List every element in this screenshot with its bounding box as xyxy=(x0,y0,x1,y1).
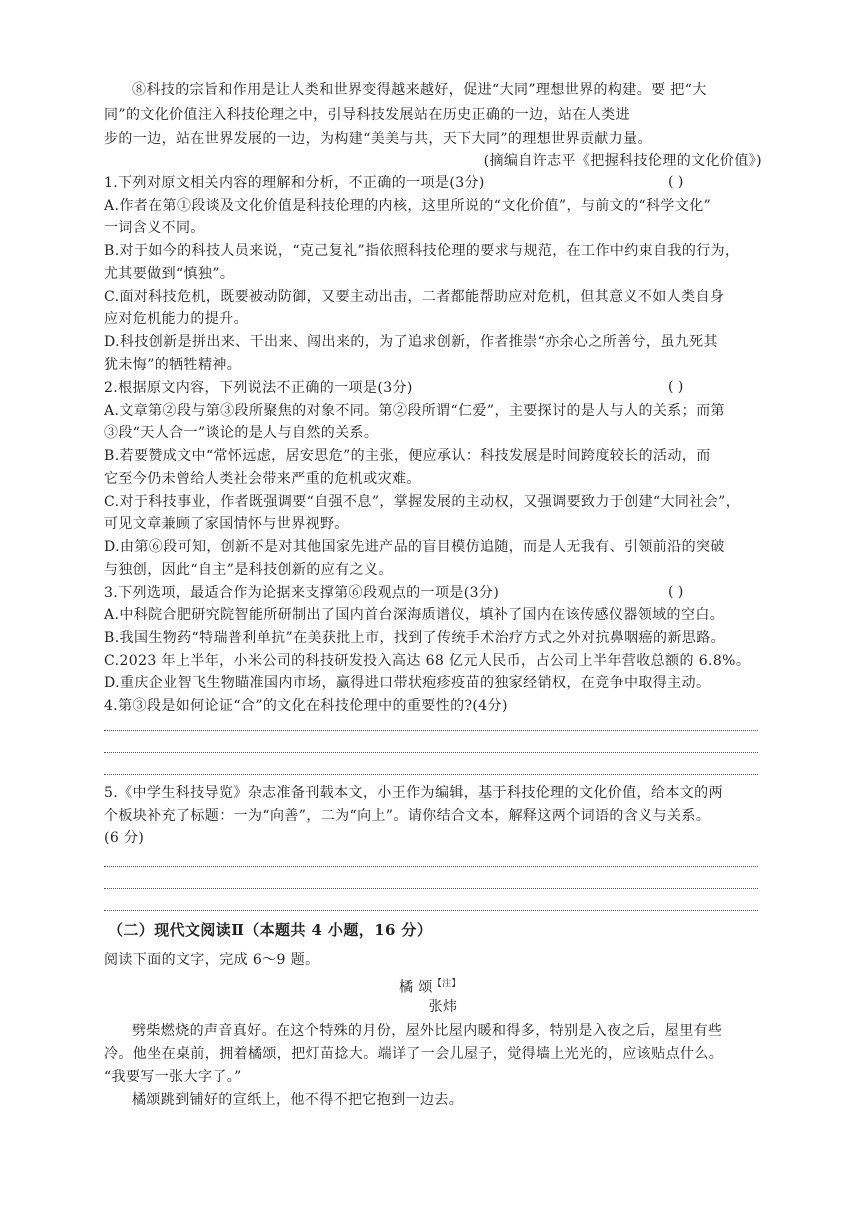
question-2-stem: 2.根据原文内容，下列说法不正确的一项是(3分) xyxy=(104,380,413,396)
question-3-stem: 3.下列选项，最适合作为论据来支撑第⑥段观点的一项是(3分) xyxy=(104,585,500,601)
story-author: 张炜 xyxy=(428,999,458,1015)
story-title-text: 橘 颂 xyxy=(399,979,433,996)
answer-blank: ( ) xyxy=(668,379,684,395)
passage-line: 步的一边，站在世界发展的一边，为构建“美美与共，天下大同”的理想世界贡献力量。 xyxy=(104,131,652,147)
footnote-marker: 【注】 xyxy=(432,979,461,989)
option-line: C.面对科技危机，既要被动防御，又要主动出击，二者都能帮助应对危机，但其意义不如人类自身 xyxy=(104,289,725,305)
question-1-stem: 1.下列对原文相关内容的理解和分析，不正确的一项是(3分) xyxy=(104,175,485,191)
option-line: B.我国生物药“特瑞普利单抗”在美获批上市，找到了传统手术治疗方式之外对抗鼻咽癌的新思路。 xyxy=(104,630,726,646)
story-line: 橘颂跳到铺好的宣纸上，他不得不把它抱到一边去。 xyxy=(132,1092,464,1108)
story-title xyxy=(0,975,860,998)
story-line: “我要写一张大字了。” xyxy=(104,1069,242,1085)
option-line: 应对危机能力的提升。 xyxy=(104,311,248,327)
option-line: 尤其要做到“慎独”。 xyxy=(104,266,235,282)
answer-line[interactable] xyxy=(104,910,758,911)
option-line: A.中科院合肥研究院智能所研制出了国内首台深海质谱仪，填补了国内在该传感仪器领域的空白。 xyxy=(104,607,725,623)
option-line: A.文章第②段与第③段所聚焦的对象不同。第②段所谓“仁爱”，主要探讨的是人与人的关系；而第 xyxy=(104,403,725,419)
passage-line: 同”的文化价值注入科技伦理之中，引导科技发展站在历史正确的一边，站在人类进 xyxy=(104,107,630,123)
option-line: 与独创，因此“自主”是科技创新的应有之义。 xyxy=(104,562,393,578)
answer-line[interactable] xyxy=(104,888,758,889)
section-heading: （二）现代文阅读Ⅱ（本题共 4 小题，16 分） xyxy=(108,921,433,939)
reading-instruction: 阅读下面的文字，完成 6～9 题。 xyxy=(104,952,320,968)
option-line: B.若要赞成文中“常怀远虑，居安思危”的主张，便应承认：科技发展是时间跨度较长的活动，而 xyxy=(104,448,711,464)
question-5-stem: (6 分) xyxy=(104,830,145,846)
story-line: 冷。他坐在桌前，拥着橘颂，把灯苗捻大。端详了一会儿屋子，觉得墙上光光的，应该贴点什么。 xyxy=(104,1046,724,1062)
question-5-stem: 个板块补充了标题：一为“向善”，二为“向上”。请你结合文本，解释这两个词语的含义与关系。 xyxy=(104,808,711,824)
option-line: C.2023 年上半年，小米公司的科技研发投入高达 68 亿元人民币，占公司上半年营收总额的 6.8%。 xyxy=(104,653,751,669)
answer-blank: ( ) xyxy=(668,174,684,190)
option-line: 犹未悔”的牺牲精神。 xyxy=(104,357,242,373)
passage-line: ⑧科技的宗旨和作用是让人类和世界变得越来越好，促进“大同”理想世界的构建。要 把“大 xyxy=(132,82,707,98)
option-line: 一词含义不同。 xyxy=(104,220,205,236)
option-line: D.由第⑥段可知，创新不是对其他国家先进产品的盲目模仿追随，而是人无我有、引领前沿的突破 xyxy=(104,539,725,555)
answer-line[interactable] xyxy=(104,752,758,753)
story-line: 劈柴燃烧的声音真好。在这个特殊的月份，屋外比屋内暖和得多，特别是入夜之后，屋里有些 xyxy=(132,1023,723,1039)
option-line: C.对于科技事业，作者既强调要“自强不息”，掌握发展的主动权，又强调要致力于创建“大同社会”， xyxy=(104,494,741,510)
answer-blank: ( ) xyxy=(668,584,684,600)
option-line: ③段“天人合一”谈论的是人与自然的关系。 xyxy=(104,425,379,441)
question-4-stem: 4.第③段是如何论证“合”的文化在科技伦理中的重要性的?(4分) xyxy=(104,698,508,714)
option-line: 它至今仍未曾给人类社会带来严重的危机或灾难。 xyxy=(104,471,421,487)
passage-source: (摘编自许志平《把握科技伦理的文化价值》) xyxy=(483,153,762,169)
question-5-stem: 5.《中学生科技导览》杂志准备刊载本文，小王作为编辑，基于科技伦理的文化价值，给本文的两 xyxy=(104,785,723,801)
option-line: D.科技创新是拼出来、干出来、闯出来的，为了追求创新，作者推崇“亦余心之所善兮，虽九死其 xyxy=(104,334,718,350)
option-line: D.重庆企业智飞生物瞄准国内市场，赢得进口带状疱疹疫苗的独家经销权，在竞争中取得主动。 xyxy=(104,675,711,691)
option-line: B.对于如今的科技人员来说，“克己复礼”指依照科技伦理的要求与规范，在工作中约束自我的行为， xyxy=(104,243,740,259)
answer-line[interactable] xyxy=(104,866,758,867)
option-line: A.作者在第①段谈及文化价值是科技伦理的内核，这里所说的“文化价值”，与前文的“科学文化” xyxy=(104,198,712,214)
answer-line[interactable] xyxy=(104,730,758,731)
answer-line[interactable] xyxy=(104,774,758,775)
option-line: 可见文章兼顾了家国情怀与世界视野。 xyxy=(104,516,349,532)
